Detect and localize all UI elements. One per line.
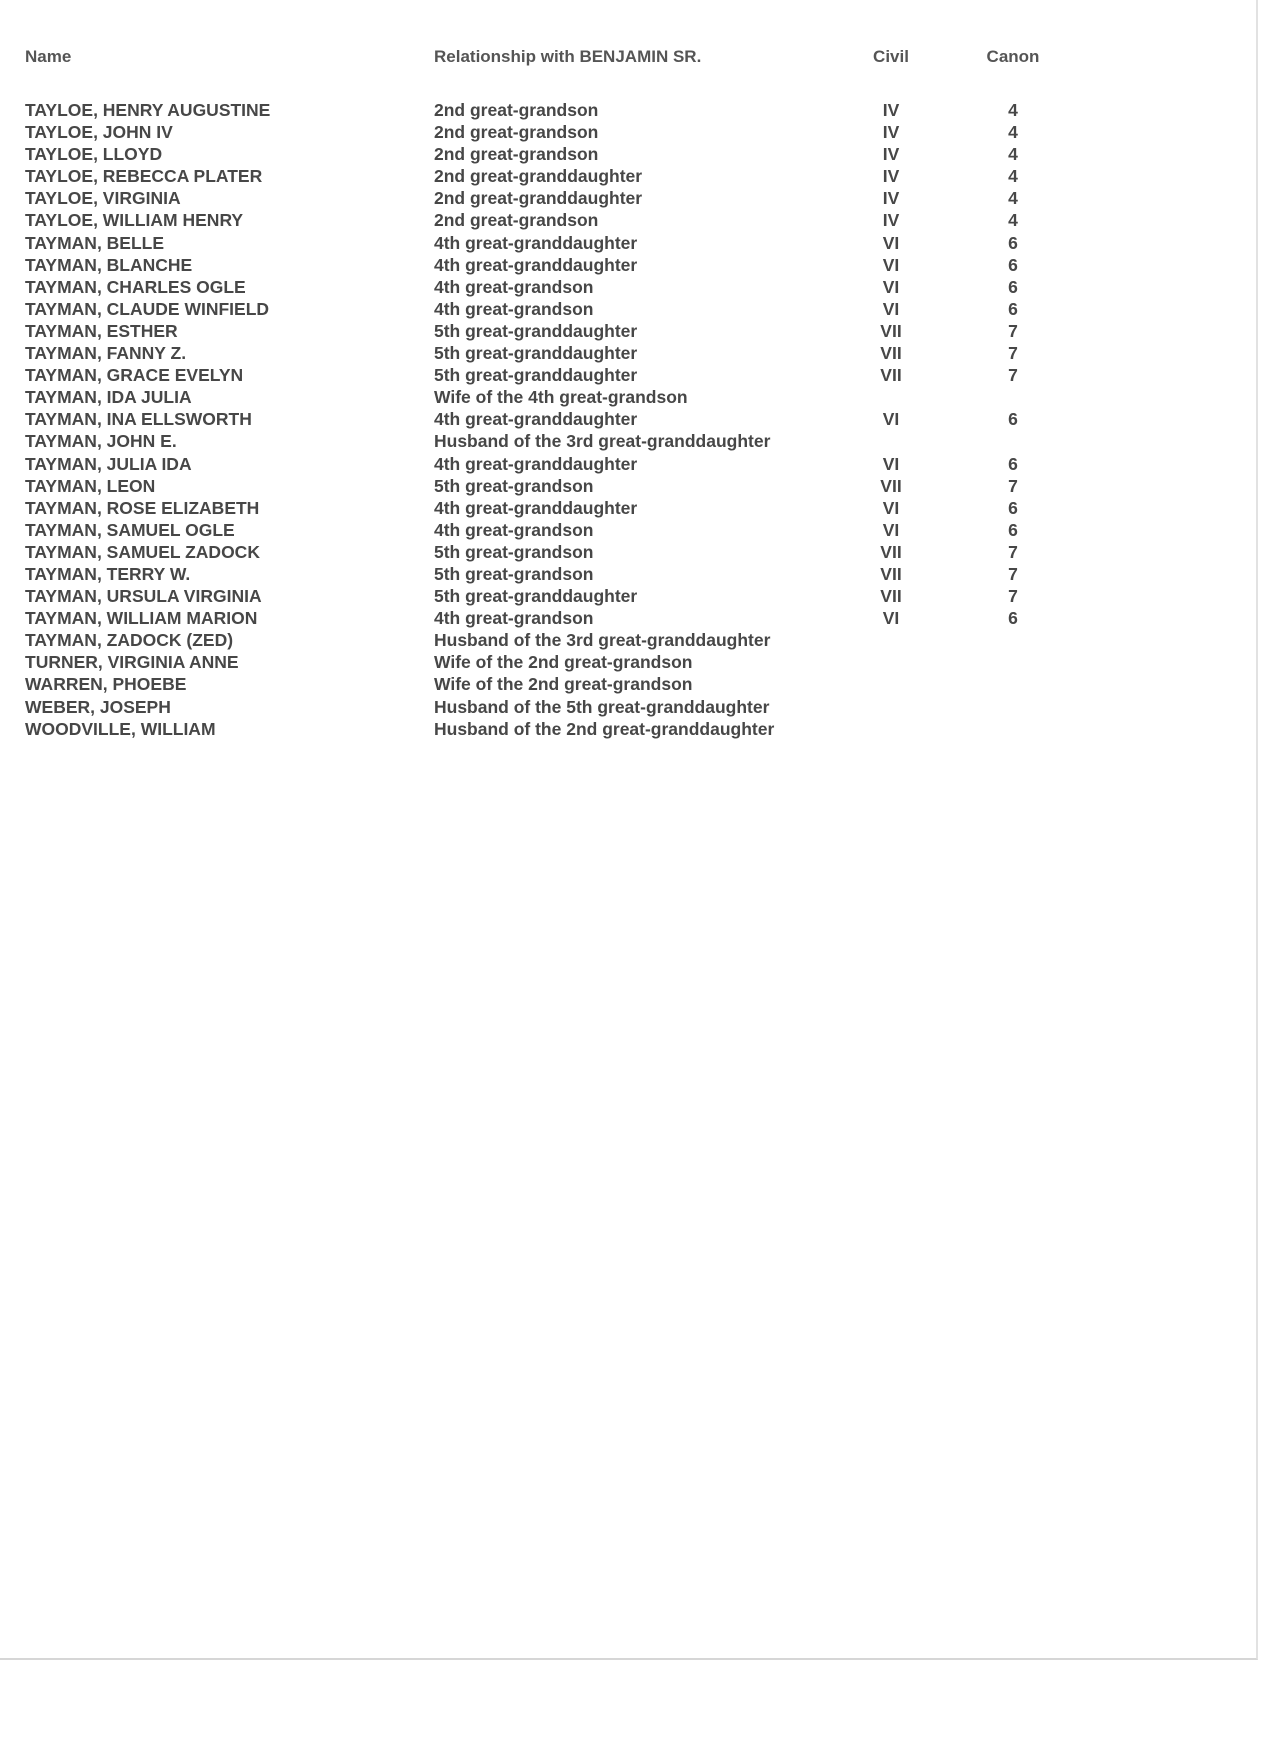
table-row bbox=[0, 165, 1256, 187]
cell-name: TAYLOE, VIRGINIA bbox=[25, 188, 181, 209]
cell-canon: 4 bbox=[1008, 188, 1018, 209]
cell-civil: VI bbox=[882, 519, 900, 540]
cell-relationship: 2nd great-grandson bbox=[434, 210, 599, 231]
cell-canon: 6 bbox=[1008, 608, 1018, 629]
cell-canon: 6 bbox=[1008, 497, 1018, 518]
cell-relationship: 2nd great-granddaughter bbox=[434, 188, 643, 209]
cell-relationship: 4th great-granddaughter bbox=[434, 453, 638, 474]
cell-canon: 6 bbox=[1008, 276, 1018, 297]
cell-name: TAYMAN, BELLE bbox=[25, 232, 165, 253]
table-row bbox=[0, 386, 1256, 408]
cell-canon: 7 bbox=[1008, 320, 1018, 341]
table-row bbox=[0, 497, 1256, 519]
cell-relationship: Husband of the 3rd great-granddaughter bbox=[434, 431, 771, 452]
cell-relationship: 5th great-granddaughter bbox=[434, 586, 638, 607]
cell-name: TAYMAN, CLAUDE WINFIELD bbox=[25, 298, 270, 319]
cell-relationship: Wife of the 2nd great-grandson bbox=[434, 674, 693, 695]
cell-relationship: Wife of the 2nd great-grandson bbox=[434, 652, 693, 673]
cell-relationship: Husband of the 5th great-granddaughter bbox=[434, 696, 770, 717]
cell-civil: IV bbox=[882, 166, 900, 187]
table-row bbox=[0, 673, 1256, 695]
cell-name: TAYLOE, REBECCA PLATER bbox=[25, 166, 263, 187]
cell-name: TAYMAN, TERRY W. bbox=[25, 563, 191, 584]
cell-name: TAYMAN, ROSE ELIZABETH bbox=[25, 497, 260, 518]
cell-canon: 6 bbox=[1008, 298, 1018, 319]
cell-civil: VI bbox=[882, 276, 900, 297]
header-civil: Civil bbox=[873, 47, 909, 66]
cell-name: TAYLOE, JOHN IV bbox=[25, 122, 173, 143]
cell-canon: 7 bbox=[1008, 541, 1018, 562]
cell-relationship: 5th great-granddaughter bbox=[434, 320, 638, 341]
cell-civil: IV bbox=[882, 122, 900, 143]
cell-name: TAYLOE, HENRY AUGUSTINE bbox=[25, 100, 271, 120]
cell-civil: IV bbox=[882, 144, 900, 165]
cell-name: TAYMAN, INA ELLSWORTH bbox=[25, 409, 252, 430]
cell-civil: IV bbox=[882, 188, 900, 209]
table-row bbox=[0, 718, 1256, 740]
cell-canon: 6 bbox=[1008, 409, 1018, 430]
cell-name: TAYLOE, WILLIAM HENRY bbox=[25, 210, 244, 231]
cell-name: TAYMAN, URSULA VIRGINIA bbox=[25, 586, 262, 607]
cell-canon: 4 bbox=[1008, 122, 1018, 143]
table-row bbox=[0, 607, 1256, 629]
cell-relationship: 5th great-granddaughter bbox=[434, 343, 638, 364]
cell-civil: VI bbox=[882, 497, 900, 518]
table-row bbox=[0, 453, 1256, 475]
cell-name: TAYMAN, GRACE EVELYN bbox=[25, 365, 244, 386]
cell-name: WEBER, JOSEPH bbox=[25, 696, 171, 717]
cell-relationship: 2nd great-grandson bbox=[434, 144, 599, 165]
table-row bbox=[0, 585, 1256, 607]
table-body bbox=[0, 99, 1256, 740]
table-row bbox=[0, 651, 1256, 673]
cell-name: TAYMAN, IDA JULIA bbox=[25, 387, 192, 408]
table-row bbox=[0, 232, 1256, 254]
cell-civil: VII bbox=[880, 563, 902, 584]
cell-relationship: 4th great-granddaughter bbox=[434, 497, 638, 518]
cell-civil: VII bbox=[880, 475, 902, 496]
cell-civil: IV bbox=[882, 210, 900, 231]
table-row bbox=[0, 475, 1256, 497]
table-row bbox=[0, 99, 1256, 121]
cell-relationship: Husband of the 3rd great-granddaughter bbox=[434, 630, 771, 651]
cell-relationship: 4th great-grandson bbox=[434, 519, 594, 540]
cell-civil: VI bbox=[882, 409, 900, 430]
cell-relationship: 5th great-grandson bbox=[434, 563, 594, 584]
cell-civil: VI bbox=[882, 298, 900, 319]
cell-canon: 4 bbox=[1008, 166, 1018, 187]
cell-relationship: 5th great-grandson bbox=[434, 541, 594, 562]
cell-canon: 4 bbox=[1008, 210, 1018, 231]
header-relationship: Relationship with BENJAMIN SR. bbox=[434, 47, 702, 66]
cell-relationship: Husband of the 2nd great-granddaughter bbox=[434, 718, 775, 739]
cell-relationship: 2nd great-grandson bbox=[434, 100, 599, 120]
cell-name: TAYMAN, WILLIAM MARION bbox=[25, 608, 258, 629]
cell-relationship: 2nd great-granddaughter bbox=[434, 166, 643, 187]
cell-name: TAYMAN, ESTHER bbox=[25, 320, 178, 341]
cell-name: TAYMAN, JULIA IDA bbox=[25, 453, 192, 474]
table-row bbox=[0, 563, 1256, 585]
table-header bbox=[0, 47, 1256, 71]
cell-relationship: 4th great-granddaughter bbox=[434, 409, 638, 430]
table-row bbox=[0, 430, 1256, 452]
cell-name: WARREN, PHOEBE bbox=[25, 674, 187, 695]
cell-relationship: 4th great-grandson bbox=[434, 608, 594, 629]
cell-civil: VI bbox=[882, 254, 900, 275]
table-row bbox=[0, 121, 1256, 143]
cell-canon: 7 bbox=[1008, 563, 1018, 584]
cell-name: TURNER, VIRGINIA ANNE bbox=[25, 652, 239, 673]
table-row bbox=[0, 629, 1256, 651]
cell-civil: VII bbox=[880, 365, 902, 386]
table-row bbox=[0, 254, 1256, 276]
cell-civil: VII bbox=[880, 586, 902, 607]
cell-canon: 6 bbox=[1008, 519, 1018, 540]
cell-relationship: 2nd great-grandson bbox=[434, 122, 599, 143]
table-row bbox=[0, 696, 1256, 718]
cell-relationship: Wife of the 4th great-grandson bbox=[434, 387, 688, 408]
table-row bbox=[0, 143, 1256, 165]
table-row bbox=[0, 187, 1256, 209]
cell-civil: VI bbox=[882, 608, 900, 629]
cell-canon: 4 bbox=[1008, 100, 1018, 120]
table-row bbox=[0, 320, 1256, 342]
header-name: Name bbox=[25, 47, 72, 66]
cell-relationship: 4th great-granddaughter bbox=[434, 232, 638, 253]
cell-name: TAYMAN, BLANCHE bbox=[25, 254, 193, 275]
table-row bbox=[0, 541, 1256, 563]
cell-canon: 6 bbox=[1008, 453, 1018, 474]
cell-name: TAYMAN, LEON bbox=[25, 475, 156, 496]
table-row bbox=[0, 364, 1256, 386]
cell-civil: IV bbox=[882, 100, 900, 120]
cell-name: TAYMAN, FANNY Z. bbox=[25, 343, 187, 364]
cell-civil: VII bbox=[880, 541, 902, 562]
cell-relationship: 4th great-grandson bbox=[434, 298, 594, 319]
cell-canon: 7 bbox=[1008, 365, 1018, 386]
cell-canon: 7 bbox=[1008, 475, 1018, 496]
cell-name: TAYMAN, SAMUEL OGLE bbox=[25, 519, 235, 540]
cell-name: TAYMAN, JOHN E. bbox=[25, 431, 177, 452]
cell-civil: VII bbox=[880, 320, 902, 341]
cell-relationship: 4th great-granddaughter bbox=[434, 254, 638, 275]
table-row bbox=[0, 408, 1256, 430]
cell-civil: VI bbox=[882, 232, 900, 253]
cell-canon: 4 bbox=[1008, 144, 1018, 165]
cell-civil: VI bbox=[882, 453, 900, 474]
table-row bbox=[0, 209, 1256, 231]
cell-name: TAYLOE, LLOYD bbox=[25, 144, 163, 165]
cell-relationship: 4th great-grandson bbox=[434, 276, 594, 297]
cell-name: TAYMAN, CHARLES OGLE bbox=[25, 276, 246, 297]
cell-civil: VII bbox=[880, 343, 902, 364]
table-row bbox=[0, 298, 1256, 320]
cell-canon: 7 bbox=[1008, 343, 1018, 364]
cell-name: TAYMAN, SAMUEL ZADOCK bbox=[25, 541, 260, 562]
header-canon: Canon bbox=[986, 47, 1040, 66]
cell-name: TAYMAN, ZADOCK (ZED) bbox=[25, 630, 234, 651]
table-row bbox=[0, 276, 1256, 298]
cell-relationship: 5th great-grandson bbox=[434, 475, 594, 496]
cell-canon: 7 bbox=[1008, 586, 1018, 607]
cell-canon: 6 bbox=[1008, 254, 1018, 275]
cell-name: WOODVILLE, WILLIAM bbox=[25, 718, 216, 739]
table-row bbox=[0, 342, 1256, 364]
table-row bbox=[0, 519, 1256, 541]
cell-relationship: 5th great-granddaughter bbox=[434, 365, 638, 386]
cell-canon: 6 bbox=[1008, 232, 1018, 253]
